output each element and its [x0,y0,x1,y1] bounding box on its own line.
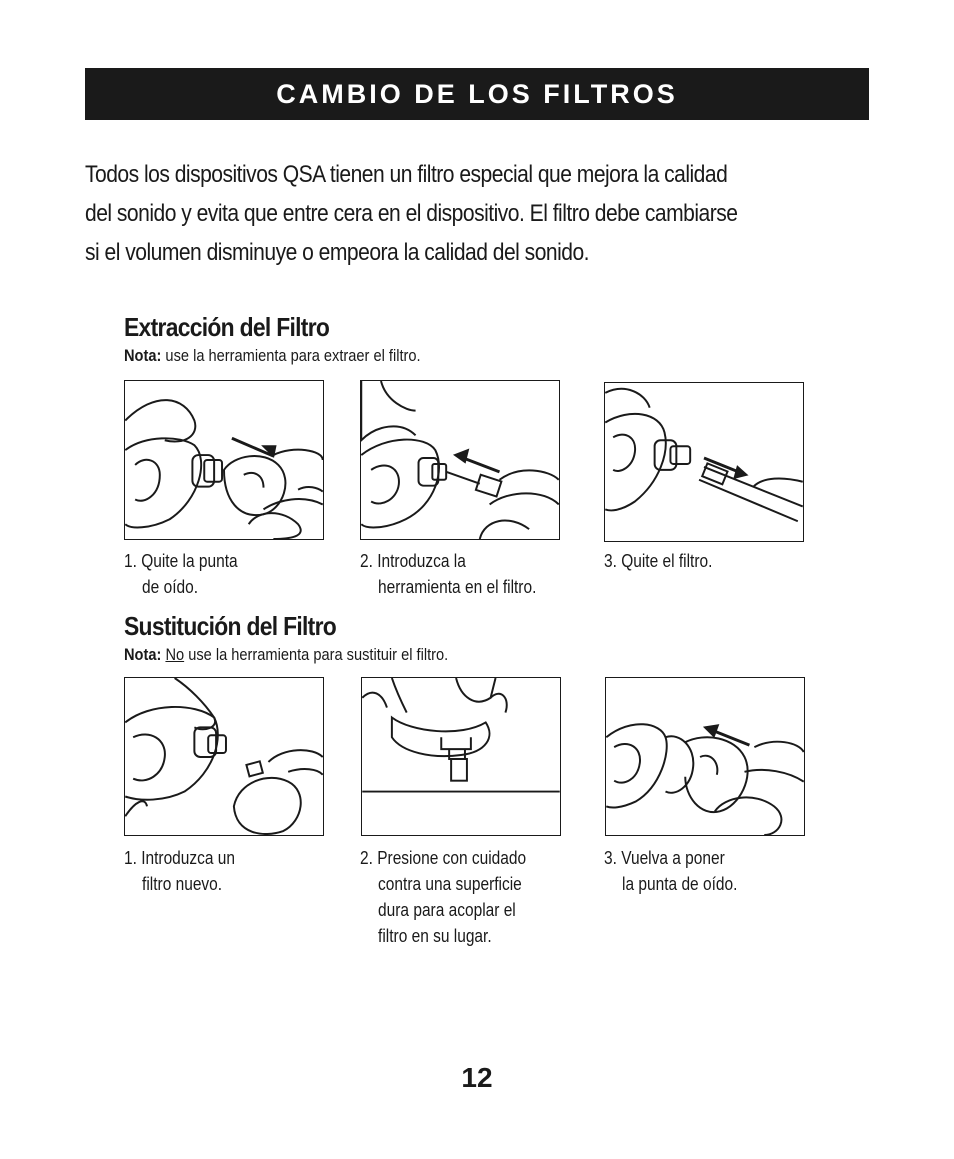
replacement-step-2 [360,845,526,949]
page-number: 12 [461,1062,493,1093]
replacement-step-1 [124,845,235,897]
intro-line: del sonido y evita que entre cera en el dispositivo. El filtro debe cambiarse [85,200,738,227]
illustration-remove-ear-tip [124,380,324,540]
illustration-insert-tool [360,380,560,540]
illustration-remove-filter [604,382,804,542]
caption-line: filtro nuevo. [142,874,223,894]
caption-line: la punta de oído. [622,874,738,894]
caption-line: 2. Presione con cuidado [360,848,527,868]
intro-line: si el volumen disminuye o empeora la calidad del sonido. [85,239,590,266]
extraction-step-1 [124,548,238,600]
intro-paragraph [85,155,876,272]
caption-line: 2. Introduzca la [360,551,466,571]
caption-line: 3. Quite el filtro. [604,551,713,571]
caption-line: de oído. [142,577,199,597]
replacement-title: Sustitución del Filtro [124,611,337,641]
section-header [85,68,869,120]
extraction-step-3 [604,548,712,574]
replacement-step-3 [604,845,737,897]
extraction-note [124,346,421,366]
caption-line: 3. Vuelva a poner [604,848,725,868]
caption-line: herramienta en el filtro. [378,577,537,597]
note-emphasis: No [165,645,185,664]
illustration-press-filter [361,677,561,836]
intro-line: Todos los dispositivos QSA tienen un filtro especial que mejora la calidad [85,161,728,188]
note-text: use la herramienta para extraer el filtro. [161,346,421,365]
caption-line: 1. Quite la punta [124,551,238,571]
illustration-insert-new-filter [124,677,324,836]
extraction-step-2 [360,548,536,600]
caption-line: 1. Introduzca un [124,848,236,868]
caption-line: dura para acoplar el [378,900,516,920]
caption-line: contra una superficie [378,874,522,894]
page-title: CAMBIO DE LOS FILTROS [276,78,678,109]
caption-line: filtro en su lugar. [378,926,492,946]
illustration-replace-ear-tip [605,677,805,836]
note-label: Nota: [124,346,162,365]
note-text: use la herramienta para sustituir el filtro. [184,645,449,664]
note-label: Nota: [124,645,162,664]
extraction-title: Extracción del Filtro [124,312,330,342]
replacement-note [124,645,448,665]
